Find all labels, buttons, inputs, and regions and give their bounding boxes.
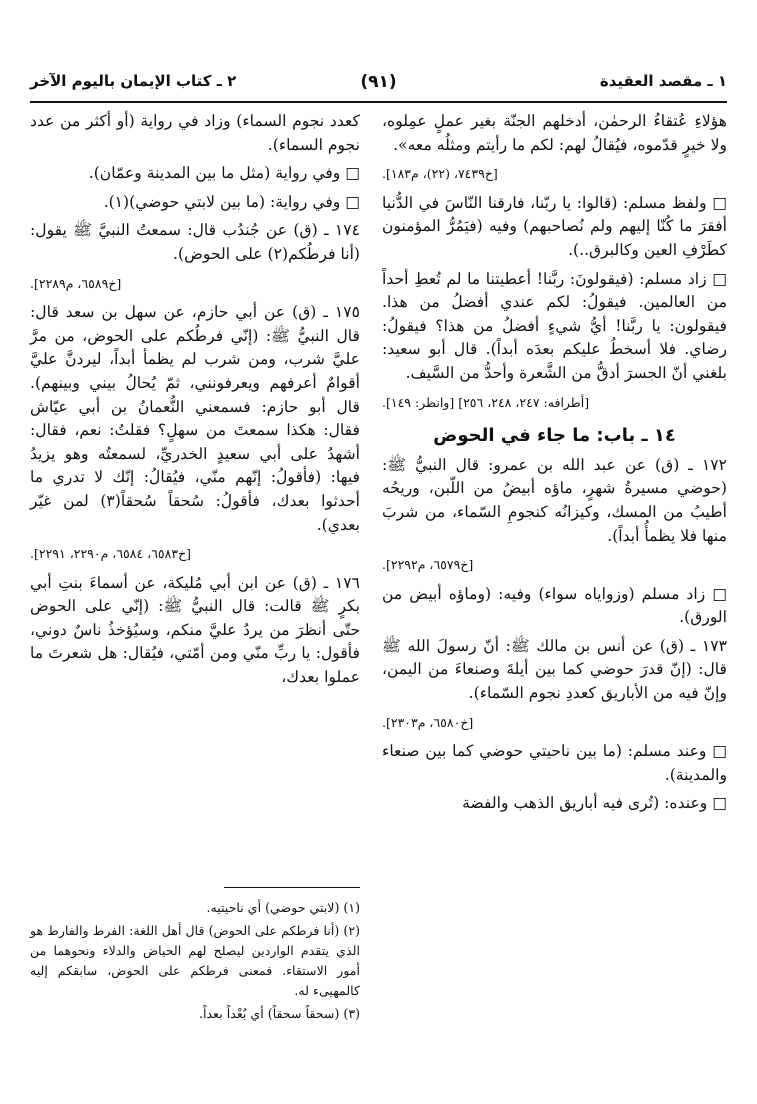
running-header [30, 72, 727, 98]
hadith-173: ١٧٣ ـ (ق) عن أنس بن مالك ﷺ: أنّ رسولَ الله ﷺ قال: (إنّ قدرَ حوضي كما بين أيلةَ وصنعاءَ من اليمن، وإنّ فيه من الأباريق كعددِ نجوم السّماء). [382, 636, 727, 703]
paragraph: □ زاد مسلم (وزواياه سواء) وفيه: (وماؤه أبيض من الورق). [382, 584, 727, 627]
citation: [أطرافه: ٢٤٧، ٢٤٨، ٢٥٦] [وانظر: ١٤٩]. [382, 394, 590, 410]
hadith-174: ١٧٤ ـ (ق) عن جُندُب قال: سمعتُ النبيَّ ﷺ يقول: (أنا فرطُكم(٢) على الحوض). [30, 221, 360, 263]
header-rule [30, 101, 727, 103]
paragraph: □ زاد مسلم: (فيقولونَ: ربَّنا! أعطيتنا ما لم تُعطِ أحداً من العالمين. فيقولُ: لكم عندي أفضلُ من هذا. فيقولون: يا ربَّنا! أيُّ شيءٍ أفضلُ من هذا؟ فيقولُ: رضاي. فلا أسخطُ عليكم بعدَه أبداً). قال أبو سعيد: بلغني أنّ الجسرَ أدقُّ من الشَّعرة وأحدُّ من السَّيف. [382, 269, 727, 382]
footnotes [30, 898, 360, 1027]
paragraph: □ وفي رواية (مثل ما بين المدينة وعمّان). [88, 164, 360, 183]
citation: [خ٦٥٨٩، م٢٢٨٩]. [30, 275, 122, 291]
paragraph: هؤلاءِ عُتقاءُ الرحمٰن، أدخلهم الجنّة بغير عملٍ عمِلوه، ولا خيرٍ قدّموه، فيُقالُ لهم: لكم ما رأيتم ومثلُه معه». [382, 112, 727, 154]
footnote: (٣) (سحقاً سحقاً) أي بُعْداً بعداً. [199, 1006, 360, 1021]
paragraph: □ وعنده: (تُرى فيه أباريق الذهب والفضة [462, 794, 727, 813]
header-section-title: ١ ـ مقصد العقيدة [599, 72, 727, 90]
paragraph: □ وفي رواية: (ما بين لابتي حوضي)(١). [103, 192, 360, 211]
page-number: (٩١) [360, 72, 397, 92]
footnote: (١) (لابتي حوضي) أي ناحيتيه. [206, 900, 360, 915]
footnote: (٢) (أنا فرطكم على الحوض) قال أهل اللغة: الفرط والفارط هو الذي يتقدم الواردين ليصلح لهم الحياض والدلاء ونحوهما من أمور الاستقاء. فمعنى فرطكم على الحوض، سابقكم إليه كالمهيىء له. [30, 923, 360, 998]
hadith-175: ١٧٥ ـ (ق) عن أبي حازم، عن سهل بن سعد قال: قال النبيُّ ﷺ: (إنّي فرطُكم على الحوض، من مرَّ عليَّ شرب، ومن شرب لم يظمأ أبداً، ليردنَّ عليَّ أقوامٌ أعرفهم ويعرفونني، ثمّ يُحالُ بيني وبينهم). قال أبو حازم: فسمعني النُّعمانُ بن أبي عيّاش فقال: هكذا سمعتَ من سهلٍ؟ فقلتُ: نعم، فقال: أشهدُ على أبي سعيدٍ الخدريِّ، لسمعتُه وهو يزيدُ فيها: (فأقولُ: إنّهم منّي، فيُقالُ: إنّك لا تدري ما أحدثوا بعدك، فأقولُ: سُحقاً سُحقاً(٣) لمن غيّر بعدي). [30, 303, 360, 534]
right-column [382, 110, 727, 821]
citation: [خ٦٥٨٠، م٢٣٠٣]. [382, 714, 474, 730]
paragraph: □ ولفظ مسلم: (قالوا: يا ربّنا، فارقنا النّاسَ في الدُّنيا أفقرَ ما كُنّا إليهم ولم نُصاحبهم) وفيه (فيَمُرُّ المؤمنون كطَرْفِ العين وكالبرق..). [382, 193, 727, 259]
citation: [خ٦٥٨٣، ٦٥٨٤، م٢٢٩٠، ٢٢٩١]. [30, 546, 192, 562]
header-book-title: ٢ ـ كتاب الإيمان باليوم الآخر [30, 72, 237, 90]
hadith-172: ١٧٢ ـ (ق) عن عبد الله بن عمرو: قال النبيُّ ﷺ: (حوضي مسيرةُ شهرٍ، ماؤه أبيضُ من اللّبن، وريحُه أطيبُ من المسك، وكيزانُه كنجومِ السّماء، من شربَ منها فلا يظمأُ أبداً). [382, 455, 727, 545]
paragraph: □ وعند مسلم: (ما بين ناحيتي حوضي كما بين صنعاء والمدينة). [382, 742, 727, 784]
citation: [خ٧٤٣٩، (٢٢)، م١٨٣]. [382, 166, 498, 182]
paragraph: كعدد نجوم السماء) وزاد في رواية (أو أكثر من عدد نجوم السماء). [30, 112, 360, 154]
citation: [خ٦٥٧٩، م٢٢٩٢]. [382, 557, 474, 573]
left-column [30, 110, 360, 695]
footnote-rule [224, 887, 360, 888]
hadith-176: ١٧٦ ـ (ق) عن ابن أبي مُليكة، عن أسماءَ بنتِ أبي بكرٍ ﷺ قالت: قال النبيُّ ﷺ: (إنّي على الحوض حتّى أنظرَ من يردُ عليَّ منكم، وسيُؤخذُ ناسٌ دوني، فأقول: يا ربِّ منّي ومن أمّتي، فيُقال: هل شعرتَ ما عملوا بعدك، [30, 573, 360, 687]
chapter-heading: ١٤ ـ باب: ما جاء في الحوض [433, 425, 676, 447]
